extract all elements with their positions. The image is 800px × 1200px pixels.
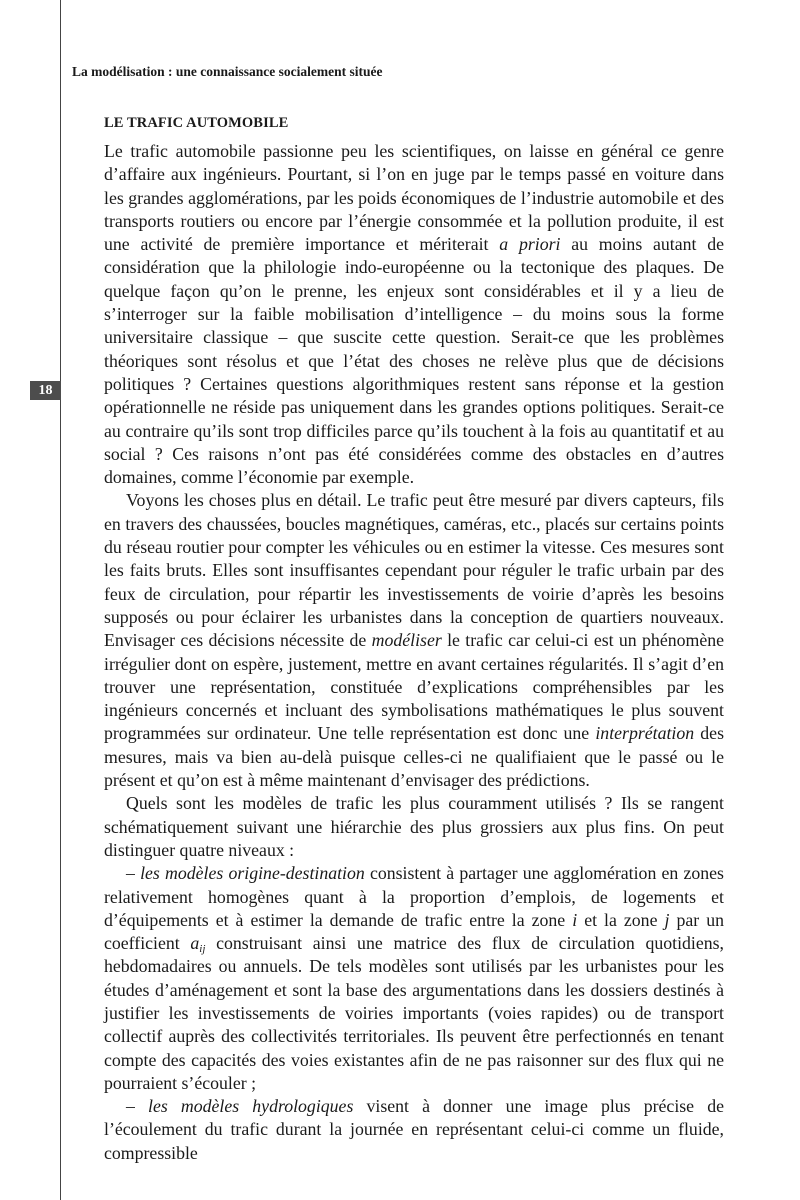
section-heading: LE TRAFIC AUTOMOBILE <box>104 115 289 131</box>
italic-term: modéliser <box>371 630 442 651</box>
list-item-hydrological <box>104 1095 724 1165</box>
text: visent à donner une image plus précise de l’écoulement du trafic durant la journée en représentant celui-ci comme un fluide, compressible <box>104 1096 724 1163</box>
text: Quels sont les modèles de trafic les plus couramment utilisés ? Ils se rangent schématiquement suivant une hiérarchie des plus grossiers aux plus fins. On peut distinguer quatre niveaux : <box>104 793 724 860</box>
page-number: 18 <box>30 381 61 400</box>
variable-j: j <box>664 909 670 930</box>
variable-i: i <box>572 909 578 930</box>
paragraph-1 <box>104 140 724 489</box>
paragraph-3 <box>104 792 724 862</box>
body-text <box>104 114 724 1165</box>
page-margin-rule <box>60 0 61 1200</box>
text: construisant ainsi une matrice des flux de circulation quotidiens, hebdomadaires ou annuels. De tels modèles sont utilisés par les urbanistes pour les études d’aménagement et sont la base des argumentations dans les dossiers destinés à justifier les investissements de voiries importants (voies rapides) ou de transport collectif auprès des collectivités territoriales. Ils peuvent être perfectionnés en tenant compte des capacités des voies existantes afin de ne pas raisonner sur des flux qui ne pourraient s’écouler ; <box>104 933 724 1093</box>
paragraph-2 <box>104 489 724 792</box>
text: consistent à partager une agglomération en zones relativement homogènes quant à la proportion d’emplois, de logements et d’équipements et à estimer la demande de trafic entre la zone <box>104 863 724 930</box>
variable-a-base: a <box>190 933 200 954</box>
text: et la zone <box>577 909 665 930</box>
variable-a-subscript: ij <box>199 943 206 956</box>
text: Voyons les choses plus en détail. Le trafic peut être mesuré par divers capteurs, fils en travers des chaussées, boucles magnétiques, caméras, etc., placés sur certains points du réseau routier pour compter les véhicules ou en estimer la vitesse. Ces mesures sont les faits bruts. Elles sont insuffisantes cependant pour réguler le trafic urbain par des feux de circulation, pour répartir les investissements de voirie d’après les besoins supposés ou pour éclairer les urbanistes dans la conception de quartiers nouveaux. Envisager ces décisions nécessite de <box>104 490 724 651</box>
text: des mesures, mais va bien au-delà puisque celles-ci ne qualifiaient que le passé ou le présent et qu’on est à même maintenant d’envisager des prédictions. <box>104 723 724 791</box>
list-item-origin-destination <box>104 862 724 1095</box>
text: par un coefficient <box>104 909 724 954</box>
dash: – <box>126 1096 149 1117</box>
italic-term: les modèles origine-destination <box>140 863 365 884</box>
text: le trafic car celui-ci est un phénomène irrégulier dont on espère, justement, mettre en avant certaines régularités. Il s’agit d’en trouver une représentation, constituée d’explications compréhensibles par les ingénieurs concernés et incluant des symbolisations mathématiques le plus souvent programmées sur ordinateur. Une telle représentation est donc une <box>104 630 724 744</box>
variable-a <box>190 933 206 956</box>
text: au moins autant de considération que la philologie indo-européenne ou la tectonique des plaques. De quelque façon qu’on le prenne, les enjeux sont considérables et il y a lieu de s’interroger sur la faible mobilisation d’intelligence – du moins sous la forme universitaire classique – que suscite cette question. Serait-ce que les problèmes théoriques sont résolus et que l’état des choses ne relève plus que de décisions politiques ? Certaines questions algorithmiques restent sans réponse et la gestion opérationnelle ne réside pas uniquement dans les grandes options politiques. Serait-ce au contraire qu’ils sont trop difficiles parce qu’ils touchent à la fois au quantitatif et au social ? Ces raisons n’ont pas été considérées comme des obstacles en d’autres domaines, comme l’économie par exemple. <box>104 234 725 488</box>
text: Le trafic automobile passionne peu les scientifiques, on laisse en général ce genre d’affaire aux ingénieurs. Pourtant, si l’on en juge par le temps passé en voiture dans les grandes agglomérations, par les poids économiques de l’industrie automobile et des transports routiers ou encore par l’énergie consommée et la pollution produite, il est une activité de première importance et mériterait <box>104 141 724 255</box>
italic-term: les modèles hydrologiques <box>148 1096 354 1117</box>
italic-term: interprétation <box>595 723 695 744</box>
italic-term: a priori <box>499 234 561 255</box>
dash: – <box>126 863 141 884</box>
running-header: La modélisation : une connaissance socialement située <box>72 64 383 79</box>
